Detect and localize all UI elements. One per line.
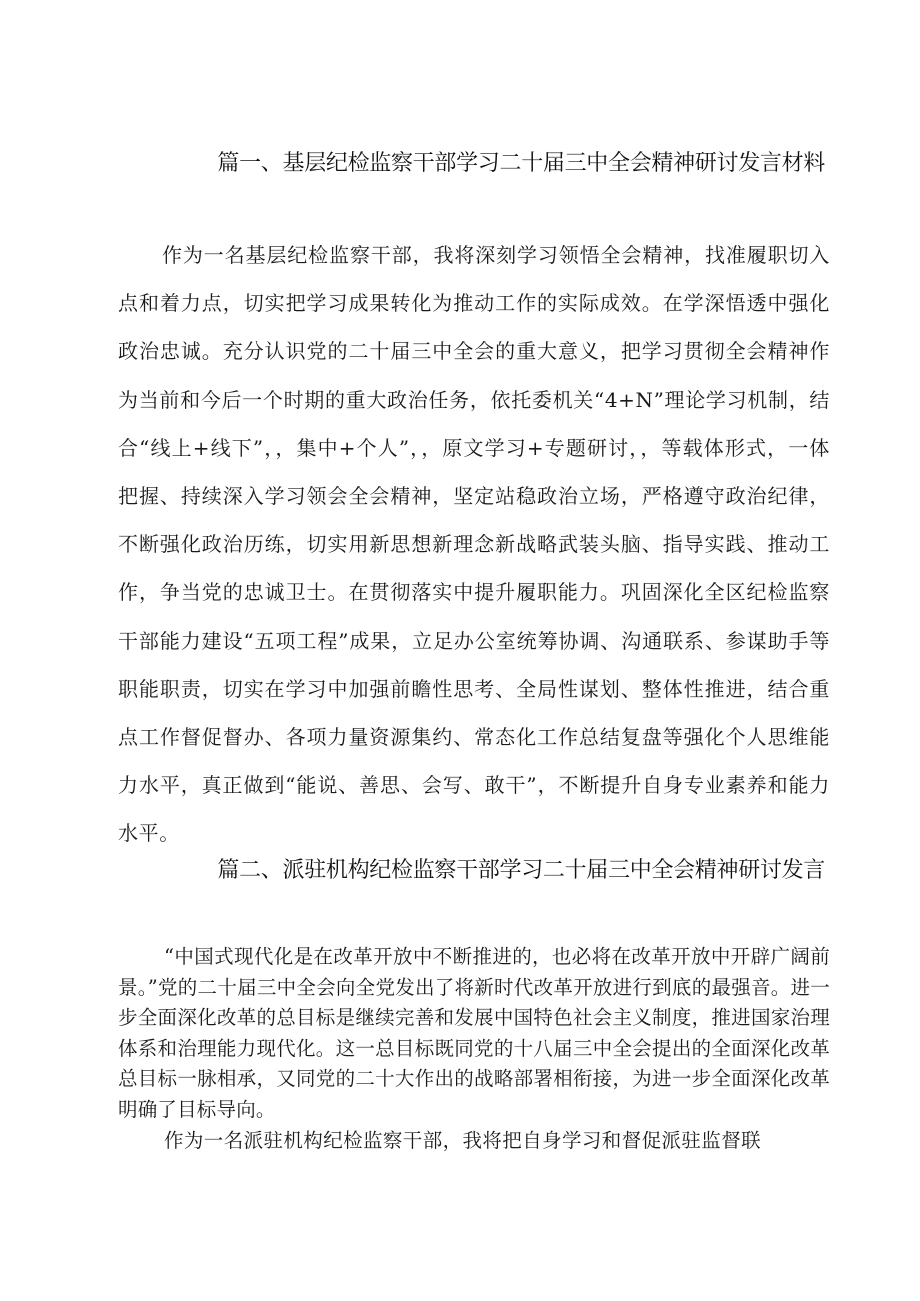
section-1-title: 篇一、基层纪检监察干部学习二十届三中全会精神研讨发言材料 (217, 151, 825, 176)
section-2-paragraph-1: “中国式现代化是在改革开放中不断推进的，也必将在改革开放中开辟广阔前景。”党的二十届三中全会向全党发出了将新时代改革开放进行到底的最强音。进一步全面深化改革的总目标是继续完善和发展中国特色社会主义制度，推进国家治理体系和治理能力现代化。这一总目标既同党的十八届三中全会提出的全面深化改革总目标一脉相承，又同党的二十大作出的战略部署相衔接，为进一步全面深化改革明确了目标导向。 (118, 945, 830, 1121)
section-1-paragraph: 作为一名基层纪检监察干部，我将深刻学习领悟全会精神，找准履职切入点和着力点，切实把学习成果转化为推动工作的实际成效。在学深悟透中强化政治忠诚。充分认识党的二十届三中全会的重大意义，把学习贯彻全会精神作为当前和今后一个时期的重大政治任务，依托委机关“4+N”理论学习机制，结合“线上+线下”，，集中+个人”，，原文学习+专题研讨，，等载体形式，一体把握、持续深入学习领会全会精神，坚定站稳政治立场，严格遵守政治纪律，不断强化政治历练，切实用新思想新理念新战略武装头脑、指导实践、推动工作，争当党的忠诚卫士。在贯彻落实中提升履职能力。巩固深化全区纪检监察干部能力建设“五项工程”成果，立足办公室统筹协调、沟通联系、参谋助手等职能职责，切实在学习中加强前瞻性思考、全局性谋划、整体性推进，结合重点工作督促督办、各项力量资源集约、常态化工作总结复盘等强化个人思维能力水平，真正做到“能说、善思、会写、敢干”，不断提升自身专业素养和能力水平。 (118, 243, 830, 846)
section-2-paragraph-2: 作为一名派驻机构纪检监察干部，我将把自身学习和督促派驻监督联 (164, 1129, 762, 1152)
section-2-title: 篇二、派驻机构纪检监察干部学习二十届三中全会精神研讨发言 (217, 858, 825, 883)
